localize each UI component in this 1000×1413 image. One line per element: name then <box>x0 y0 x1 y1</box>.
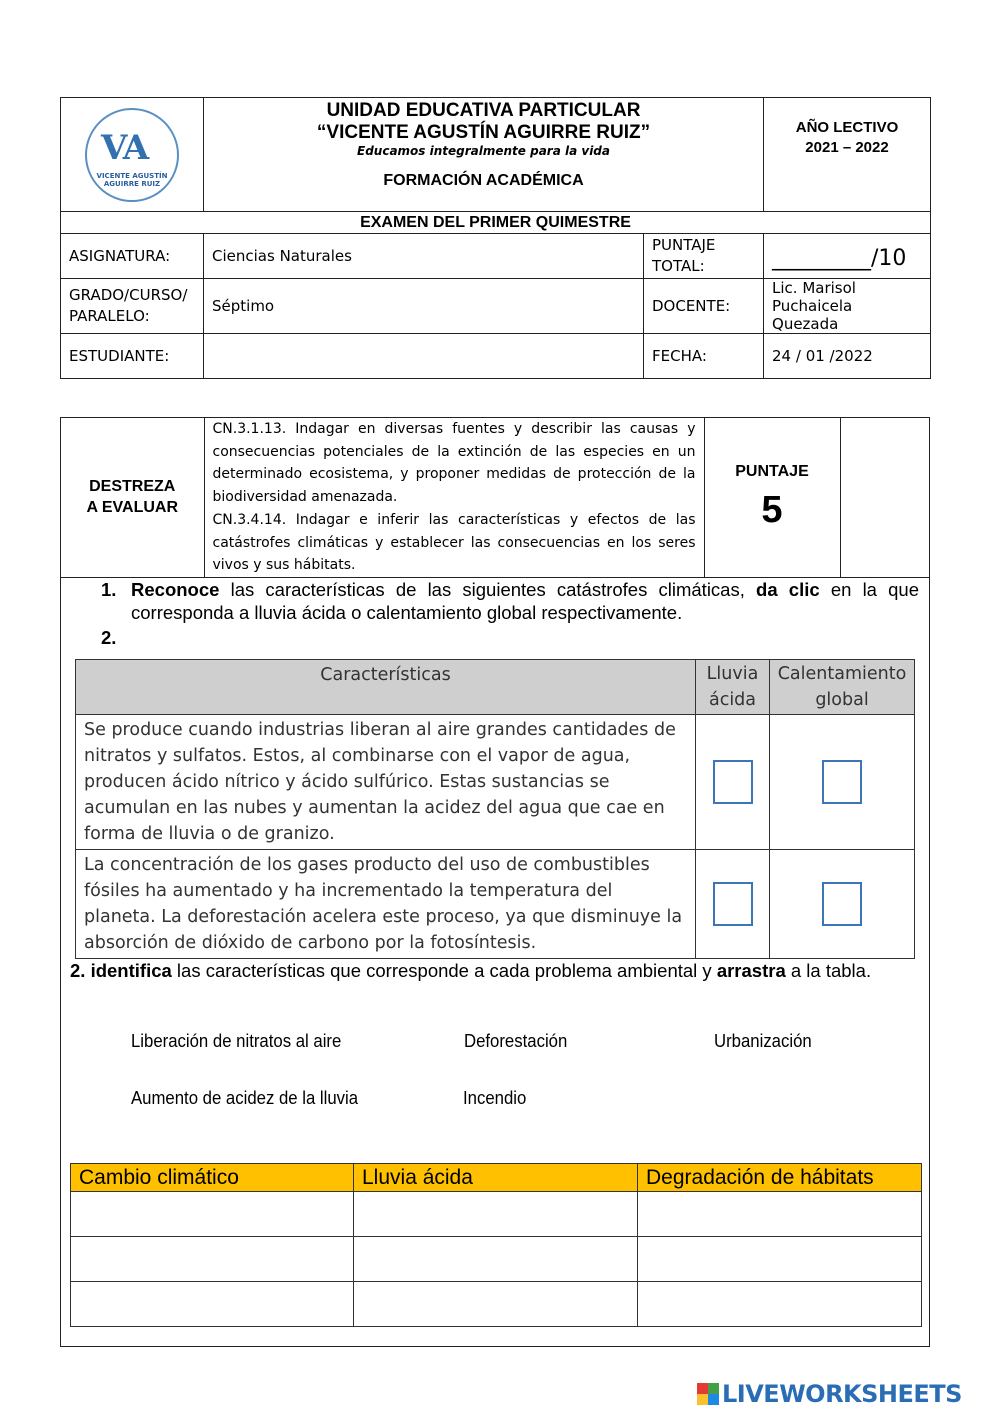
school-line-1: UNIDAD EDUCATIVA PARTICULAR <box>326 100 641 121</box>
student-label: ESTUDIANTE: <box>61 334 204 379</box>
score-value: 5 <box>761 488 783 531</box>
question-1-text-b: en la que corresponda a lluvia ácida o calentamiento global respectivamente. <box>131 579 920 623</box>
subject-value: Ciencias Naturales <box>204 234 644 279</box>
skill-text <box>204 418 704 577</box>
drag-word-deforestation[interactable]: Deforestación <box>464 1031 568 1051</box>
logo-square-yellow <box>697 1394 708 1405</box>
col-climate-change: Cambio climático <box>71 1164 354 1192</box>
row-1-acid-rain-cell <box>696 715 770 850</box>
question-2-text-b: a la tabla. <box>785 960 872 981</box>
drop-cell[interactable] <box>638 1237 922 1282</box>
liveworksheets-icon <box>697 1383 719 1405</box>
skill-label <box>61 418 204 577</box>
drop-cell[interactable] <box>71 1192 354 1237</box>
logo-letters: VA <box>101 127 148 168</box>
col-acid-rain-2: Lluvia ácida <box>354 1164 638 1192</box>
skill-label-line-2: A EVALUAR <box>86 499 179 517</box>
drop-cell[interactable] <box>354 1237 638 1282</box>
drop-cell[interactable] <box>71 1282 354 1327</box>
grade-value: Séptimo <box>204 279 644 334</box>
teacher-value: Lic. Marisol Puchaicela Quezada <box>764 279 931 334</box>
question-1-verb: Reconoce <box>131 579 220 600</box>
question-2-verb: identifica <box>90 960 172 981</box>
question-2 <box>70 959 919 982</box>
score-blank-cell <box>840 418 929 577</box>
question-2-text-a: las características que corresponde a cada problema ambiental y <box>171 960 717 981</box>
logo-square-green <box>708 1383 719 1394</box>
col-global-warming: Calentamiento global <box>770 660 915 715</box>
row-1-acid-rain-checkbox[interactable] <box>713 760 753 804</box>
grade-label <box>61 279 204 334</box>
col-habitat-degradation: Degradación de hábitats <box>638 1164 922 1192</box>
question-1-text-a: las características de las siguientes catástrofes climáticas, <box>219 579 757 600</box>
date-label: FECHA: <box>644 334 764 379</box>
drag-word-fire[interactable]: Incendio <box>463 1088 527 1108</box>
teacher-label: DOCENTE: <box>644 279 764 334</box>
characteristic-row-1: Se produce cuando industrias liberan al aire grandes cantidades de nitratos y sulfatos. Estos, al combinarse con el vapor de agua, producen ácido nítrico y ácido sulfúrico. Estas sustancias se acumulan en las nubes y aumentan la acidez del agua que cae en forma de lluvia o de granizo. <box>76 715 696 850</box>
logo-cell <box>61 98 204 212</box>
question-2-action: arrastra <box>716 960 786 981</box>
drag-word-acidity[interactable]: Aumento de acidez de la lluvia <box>131 1088 359 1108</box>
exam-header <box>60 97 930 372</box>
characteristics-table <box>75 659 915 959</box>
subject-label: ASIGNATURA: <box>61 234 204 279</box>
row-2-global-warming-checkbox[interactable] <box>822 882 862 926</box>
drag-word-urbanization[interactable]: Urbanización <box>714 1031 812 1051</box>
question-1 <box>101 578 919 649</box>
school-cell <box>204 98 764 212</box>
row-2-acid-rain-cell <box>696 850 770 959</box>
logo-square-blue <box>708 1394 719 1405</box>
header-table <box>60 97 931 379</box>
question-1-action: da clic <box>756 579 820 600</box>
logo-name: VICENTE AGUSTÍN AGUIRRE RUIZ <box>96 171 168 188</box>
drag-word-nitrates[interactable]: Liberación de nitratos al aire <box>131 1031 342 1051</box>
school-logo <box>85 108 179 202</box>
grade-label-line-1: GRADO/CURSO/ <box>69 286 188 304</box>
skill-text-1: CN.3.1.13. Indagar en diversas fuentes y describir las causas y consecuencias potenciales de la extinción de las especies en un determinado ecosistema, y proponer medidas de protección de la biodiversidad amenazada. <box>212 421 696 506</box>
question-1-number: 1. <box>101 579 117 600</box>
row-1-global-warming-checkbox[interactable] <box>822 760 862 804</box>
skill-text-2: CN.3.4.14. Indagar e inferir las características y efectos de las catástrofes climáticas y establecer las consecuencias en los seres vivos y sus hábitats. <box>212 511 696 574</box>
skill-label-line-1: DESTREZA <box>89 478 176 496</box>
drop-cell[interactable] <box>354 1282 638 1327</box>
drop-cell[interactable] <box>71 1237 354 1282</box>
drop-cell[interactable] <box>638 1282 922 1327</box>
year-value: 2021 – 2022 <box>805 139 889 156</box>
logo-square-red <box>697 1383 708 1394</box>
row-2-acid-rain-checkbox[interactable] <box>713 882 753 926</box>
total-label <box>644 234 764 279</box>
characteristic-row-2: La concentración de los gases producto del uso de combustibles fósiles ha aumentado y ha incrementado la temperatura del planeta. La deforestación acelera este proceso, ya que disminuye la absorción de dióxido de carbono por la fotosíntesis. <box>76 850 696 959</box>
question-2-number: 2. <box>70 960 86 981</box>
liveworksheets-logo <box>697 1378 962 1410</box>
score-label: PUNTAJE <box>735 462 809 480</box>
row-2-global-warming-cell <box>770 850 915 959</box>
score-cell <box>704 418 840 577</box>
school-line-2: “VICENTE AGUSTÍN AGUIRRE RUIZ” <box>316 122 651 143</box>
drop-table <box>70 1163 922 1327</box>
liveworksheets-wordmark: LIVEWORKSHEETS <box>722 1380 962 1408</box>
exam-body <box>60 417 930 1347</box>
col-acid-rain: Lluvia ácida <box>696 660 770 715</box>
drop-cell[interactable] <box>354 1192 638 1237</box>
year-label: AÑO LECTIVO <box>795 119 899 136</box>
question-1-number-2: 2. <box>101 627 117 648</box>
total-label-line-2: TOTAL: <box>652 257 705 275</box>
school-motto: Educamos integralmente para la vida <box>357 144 610 158</box>
col-characteristics: Características <box>76 660 696 715</box>
total-score: _________/10 <box>764 234 931 279</box>
student-name-field[interactable] <box>204 334 644 379</box>
row-1-global-warming-cell <box>770 715 915 850</box>
department-title: FORMACIÓN ACADÉMICA <box>383 172 584 189</box>
drop-cell[interactable] <box>638 1192 922 1237</box>
total-label-line-1: PUNTAJE <box>652 236 716 254</box>
year-cell <box>764 98 931 212</box>
date-value: 24 / 01 /2022 <box>764 334 931 379</box>
skill-table <box>61 418 929 578</box>
exam-title: EXAMEN DEL PRIMER QUIMESTRE <box>61 212 931 234</box>
grade-label-line-2: PARALELO: <box>69 307 150 325</box>
